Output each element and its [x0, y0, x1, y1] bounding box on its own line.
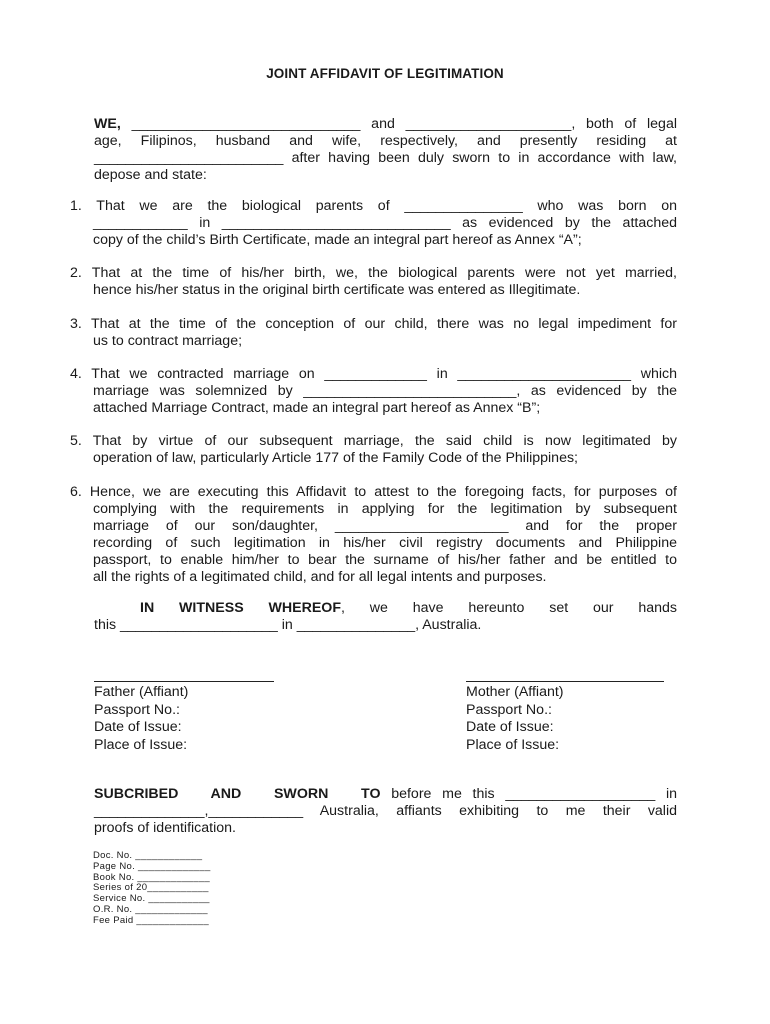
item-line: passport, to enable him/her to bear the surname of his/her father and be entitled to: [93, 552, 677, 568]
item-line: operation of law, particularly Article 177 of the Family Code of the Philippines;: [93, 450, 578, 466]
mother-passport: Passport No.:: [466, 701, 552, 718]
fee-paid: Fee Paid _____________: [93, 914, 209, 926]
intro-line-3: ________________________ after having been duly sworn to in accordance with law,: [94, 150, 677, 166]
numbered-item-3: [70, 316, 677, 350]
item-line: marriage was solemnized by ___________________________, as evidenced by the: [93, 383, 677, 399]
jurat-bold: SUBCRIBED AND SWORN TO: [94, 786, 381, 802]
item-line: us to contract marriage;: [93, 333, 243, 349]
item-line: complying with the requirements in applying for the legitimation by subsequent: [93, 501, 677, 517]
father-role: Father (Affiant): [94, 684, 189, 700]
father-signature-block: [94, 684, 188, 754]
intro-paragraph: [94, 116, 677, 184]
witness-bold: IN WITNESS WHEREOF: [140, 600, 342, 616]
jurat-line-2: ______________,____________ Australia, affiants exhibiting to me their valid: [94, 803, 677, 819]
father-passport: Passport No.:: [94, 701, 180, 718]
notarial-register: [93, 851, 211, 927]
item-line: 6. Hence, we are executing this Affidavit to attest to the foregoing facts, for purposes of: [70, 484, 677, 500]
numbered-item-6: [70, 484, 677, 586]
mother-signature-line: [466, 681, 664, 682]
father-date-of-issue: Date of Issue:: [94, 719, 182, 735]
item-line: 4. That we contracted marriage on _____________ in ______________________ which: [70, 366, 677, 382]
father-place-of-issue: Place of Issue:: [94, 736, 188, 753]
witness-line-1: IN WITNESS WHEREOF, we have hereunto set our hands: [140, 600, 677, 616]
document-title: JOINT AFFIDAVIT OF LEGITIMATION: [266, 66, 504, 81]
jurat-paragraph: [94, 786, 677, 837]
intro-line-2: age, Filipinos, husband and wife, respectively, and presently residing at: [94, 133, 677, 149]
service-no: Service No. ___________: [93, 893, 210, 905]
book-no: Book No. _____________: [93, 871, 211, 883]
item-line: 5. That by virtue of our subsequent marriage, the said child is now legitimated by: [70, 433, 677, 449]
doc-no: Doc. No. ____________: [93, 850, 203, 861]
intro-line-4: depose and state:: [94, 167, 207, 183]
item-line: hence his/her status in the original birth certificate was entered as Illegitimate.: [93, 282, 581, 298]
mother-date-of-issue: Date of Issue:: [466, 719, 554, 735]
numbered-item-4: [70, 366, 677, 417]
item-line: ____________ in _____________________________ as evidenced by the attached: [93, 215, 677, 231]
witness-line-2: this ____________________ in _______________, Australia.: [94, 617, 482, 633]
series-of: Series of 20___________: [93, 882, 209, 894]
numbered-item-5: [70, 433, 677, 467]
or-no: O.R. No. _____________: [93, 903, 208, 915]
item-line: 1. That we are the biological parents of _______________ who was born on: [70, 198, 677, 214]
numbered-item-2: [70, 265, 677, 299]
item-line: recording of such legitimation in his/her civil registry documents and Philippine: [93, 535, 677, 551]
item-line: 2. That at the time of his/her birth, we, the biological parents were not yet married,: [70, 265, 677, 281]
item-line: copy of the child’s Birth Certificate, made an integral part hereof as Annex “A”;: [93, 232, 582, 248]
item-line: 3. That at the time of the conception of our child, there was no legal impediment for: [70, 316, 677, 332]
jurat-line-1: SUBCRIBED AND SWORN TO before me this ___________________ in: [94, 786, 677, 802]
item-line: all the rights of a legitimated child, and for all legal intents and purposes.: [93, 569, 547, 585]
item-line: attached Marriage Contract, made an integral part hereof as Annex “B”;: [93, 400, 541, 416]
jurat-line-3: proofs of identification.: [94, 820, 236, 836]
mother-signature-block: [466, 684, 564, 754]
father-signature-line: [94, 681, 274, 682]
page-no: Page No. _____________: [93, 860, 211, 872]
intro-line-1: WE, _____________________________ and _____________________, both of legal: [94, 116, 677, 132]
mother-role: Mother (Affiant): [466, 684, 564, 700]
witness-paragraph: [94, 600, 677, 634]
intro-we: WE,: [94, 116, 121, 132]
mother-place-of-issue: Place of Issue:: [466, 736, 560, 753]
numbered-item-1: [70, 198, 677, 249]
item-line: marriage of our son/daughter, ______________________ and for the proper: [93, 518, 677, 534]
